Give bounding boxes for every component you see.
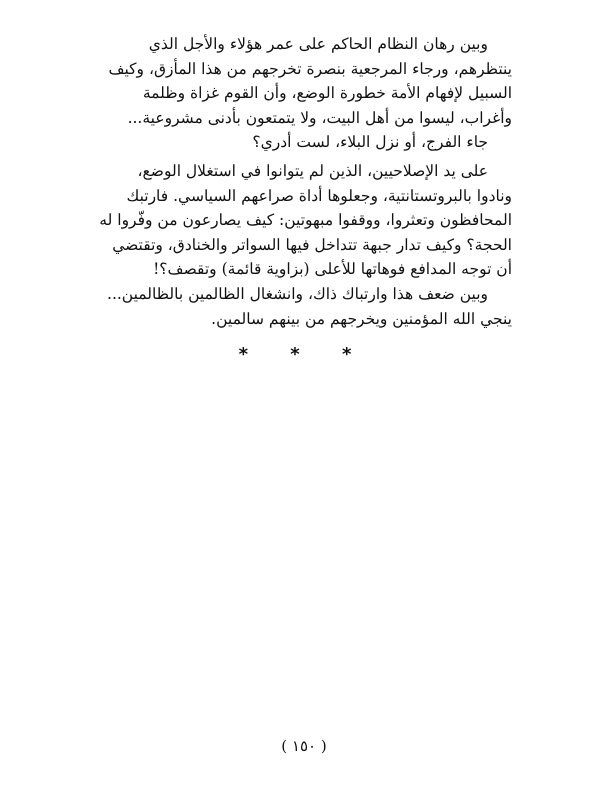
page-number: ( ١٥٠ )	[281, 737, 327, 755]
text-line: وبين رهان النظام الحاكم على عمر هؤلاء والأجل الذي	[148, 35, 488, 53]
text-line: السبيل لإفهام الأمة خطورة الوضع، وأن القوم غزاة وظلمة	[142, 84, 512, 103]
text-line: ينتظرهم، ورجاء المرجعية بنصرة تخرجهم من هذا المأزق، وكيف	[108, 59, 512, 78]
text-line: وأغراب، ليسوا من أهل البيت، ولا يتمتعون بأدنى مشروعية...	[127, 108, 512, 127]
text-line: أن توجه المدافع فوهاتها للأعلى (بزاوية قائمة) وتقصف؟!	[153, 260, 512, 279]
text-line: ينجي الله المؤمنين ويخرجهم من بينهم سالمين.	[211, 309, 512, 328]
body-text	[96, 32, 512, 331]
text-line: وبين ضعف هذا وارتباك ذاك، وانشغال الظالمين بالظالمين...	[107, 284, 488, 303]
text-line: المحافظون وتعثروا، ووقفوا مبهوتين: كيف يصارعون من وفّروا له	[99, 211, 512, 230]
text-line: الحجة؟ وكيف تدار جبهة تتداخل فيها السواتر والخنادق، وتقتضي	[112, 235, 512, 254]
text-line: جاء الفرج، أو نزل البلاء، لست أدري؟	[252, 133, 488, 152]
section-separator: * * *	[238, 344, 370, 365]
text-line: ونادوا بالبروتستانتية، وجعلوها أداة صراعهم السياسي. فارتبك	[126, 186, 512, 205]
text-line: على يد الإصلاحيين، الذين لم يتوانوا في استغلال الوضع،	[137, 161, 488, 180]
